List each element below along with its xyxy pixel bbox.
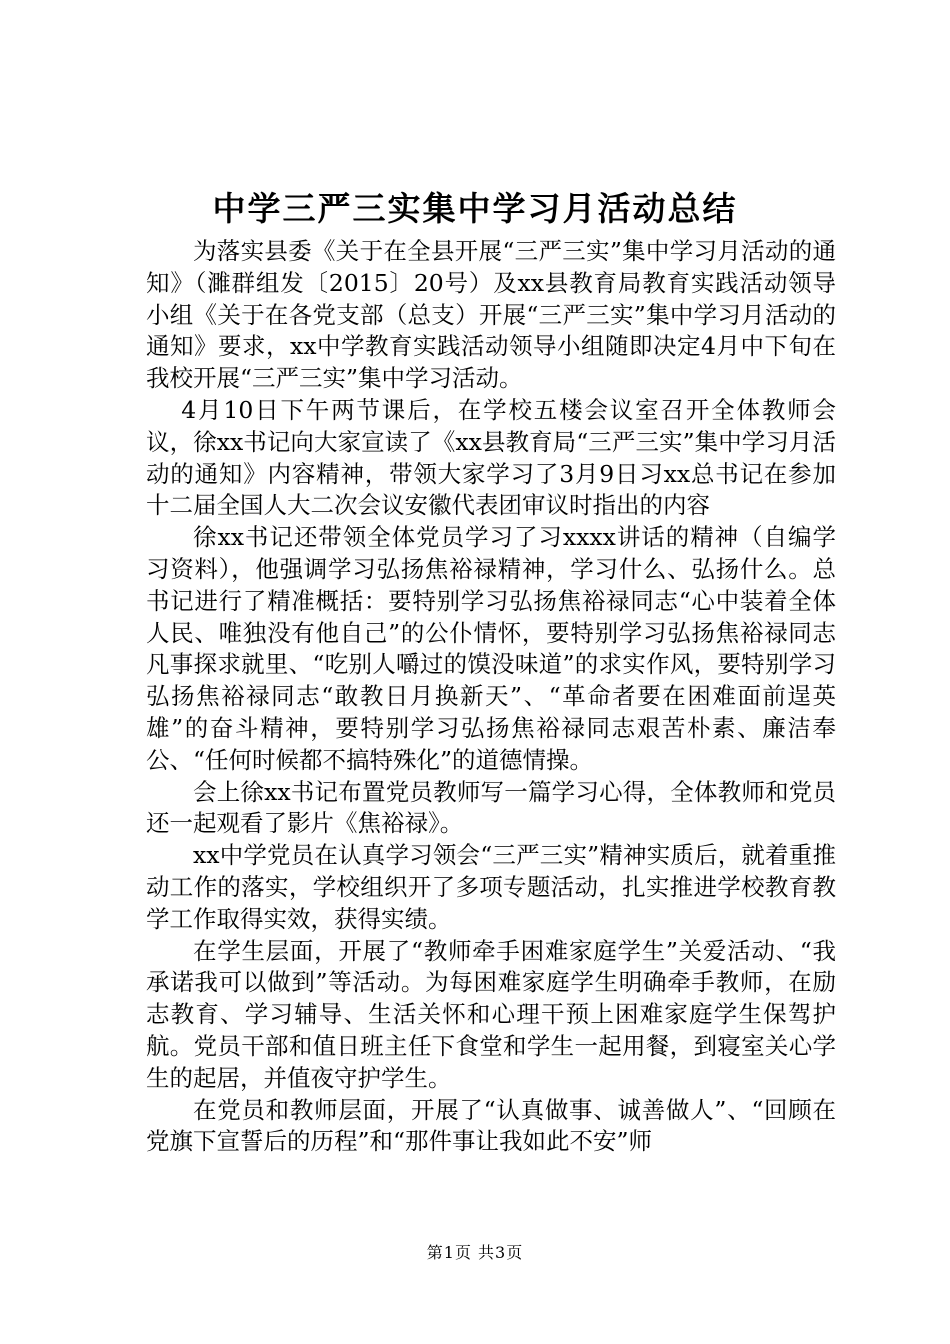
page-footer: 第1页 共3页 <box>426 1243 524 1262</box>
paragraph: 为落实县委《关于在全县开展“三严三实”集中学习月活动的通知》（濉群组发〔2015〕20号）及xx县教育局教育实践活动领导小组《关于在各党支部（总支）开展“三严三实”集中学习月活动的通知》要求，xx中学教育实践活动领导小组随即决定4月中下旬在我校开展“三严三实”集中学习活动。 <box>146 237 836 393</box>
paragraph: 徐xx书记还带领全体党员学习了习xxxx讲话的精神（自编学习资料），他强调学习弘扬焦裕禄精神，学习什么、弘扬什么。总书记进行了精准概括：要特别学习弘扬焦裕禄同志“心中装着全体人民、唯独没有他自己”的公仆情怀，要特别学习弘扬焦裕禄同志凡事探求就里、“吃别人嚼过的馍没味道”的求实作风，要特别学习弘扬焦裕禄同志“敢教日月换新天”、“革命者要在困难面前逞英雄”的奋斗精神，要特别学习弘扬焦裕禄同志艰苦朴素、廉洁奉公、“任何时候都不搞特殊化”的道德情操。 <box>146 523 836 774</box>
document-body <box>146 236 836 1158</box>
paragraph: 4月10日下午两节课后，在学校五楼会议室召开全体教师会议，徐xx书记向大家宣读了《xx县教育局“三严三实”集中学习月活动的通知》内容精神，带领大家学习了3月9日习xx总书记在参加十二届全国人大二次会议安徽代表团审议时指出的内容 <box>146 395 836 520</box>
paragraph: 在党员和教师层面，开展了“认真做事、诚善做人”、“回顾在党旗下宣誓后的历程”和“那件事让我如此不安”师 <box>146 1095 836 1156</box>
paragraph: xx中学党员在认真学习领会“三严三实”精神实质后，就着重推动工作的落实，学校组织开了多项专题活动，扎实推进学校教育教学工作取得实效，获得实绩。 <box>146 841 836 933</box>
paragraph: 在学生层面，开展了“教师牵手困难家庭学生”关爱活动、“我承诺我可以做到”等活动。为每困难家庭学生明确牵手教师，在励志教育、学习辅导、生活关怀和心理干预上困难家庭学生保驾护航。党员干部和值日班主任下食堂和学生一起用餐，到寝室关心学生的起居，并值夜守护学生。 <box>146 936 836 1092</box>
document-title: 中学三严三实集中学习月活动总结 <box>212 189 738 228</box>
paragraph: 会上徐xx书记布置党员教师写一篇学习心得，全体教师和党员还一起观看了影片《焦裕禄》。 <box>146 777 836 838</box>
